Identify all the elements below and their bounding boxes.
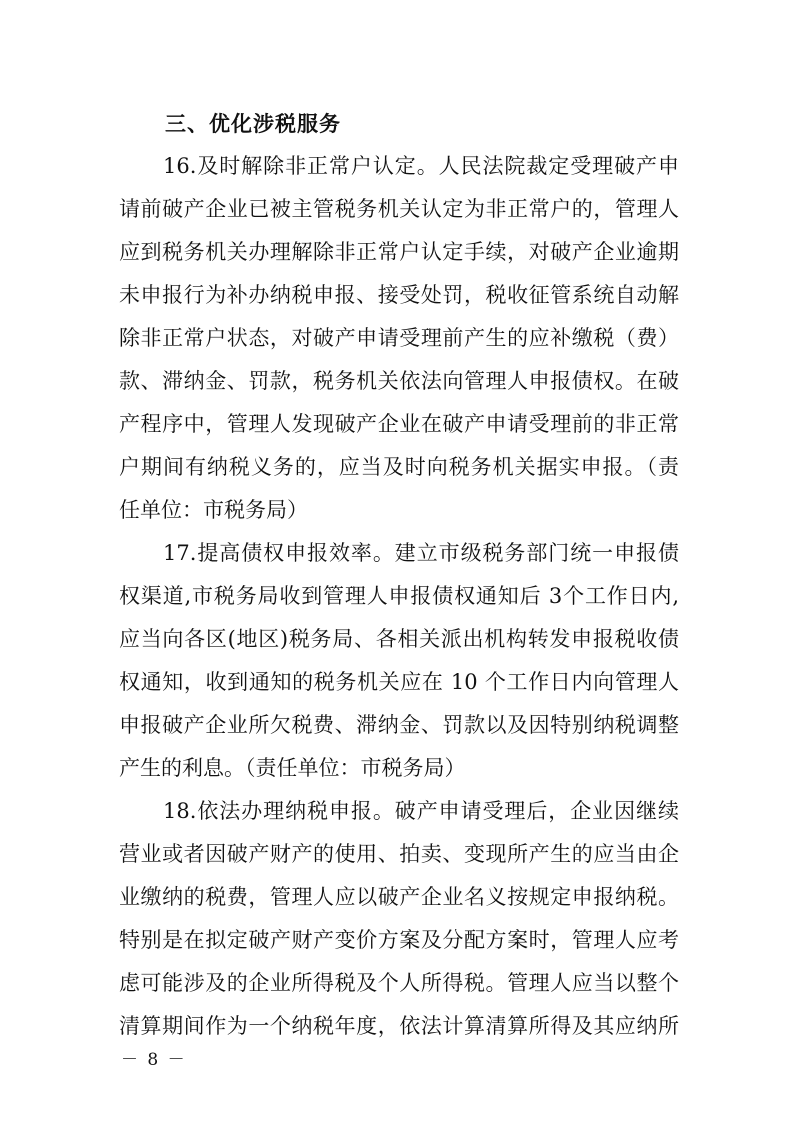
paragraph-17-line: 17.提高债权申报效率。建立市级税务部门统一申报债	[163, 541, 679, 565]
paragraph-16-line: 请前破产企业已被主管税务机关认定为非正常户的，管理人	[119, 197, 679, 221]
paragraph-16-line: 应到税务机关办理解除非正常户认定手续，对破产企业逾期	[119, 240, 679, 264]
paragraph-16-line: 户期间有纳税义务的，应当及时向税务机关据实申报。（责	[119, 455, 679, 479]
paragraph-17-line: 产生的利息。（责任单位：市税务局）	[119, 756, 466, 780]
section-title: 三、优化涉税服务	[165, 112, 341, 136]
paragraph-18-line: 业缴纳的税费，管理人应以破产企业名义按规定申报纳税。	[119, 885, 679, 909]
page-number: － 8 －	[121, 1050, 187, 1070]
paragraph-16-line: 任单位：市税务局）	[119, 498, 308, 522]
paragraph-17-line: 申报破产企业所欠税费、滞纳金、罚款以及因特别纳税调整	[119, 713, 679, 737]
paragraph-18-line: 18.依法办理纳税申报。破产申请受理后，企业因继续	[163, 799, 679, 823]
paragraph-18-line: 特别是在拟定破产财产变价方案及分配方案时，管理人应考	[119, 928, 679, 952]
paragraph-18-line: 清算期间作为一个纳税年度，依法计算清算所得及其应纳所	[119, 1014, 679, 1038]
paragraph-18-line: 营业或者因破产财产的使用、拍卖、变现所产生的应当由企	[119, 842, 679, 866]
paragraph-17-line: 权通知，收到通知的税务机关应在 10 个工作日内向管理人	[119, 670, 679, 694]
paragraph-17-line: 权渠道,市税务局收到管理人申报债权通知后 3个工作日内,	[119, 584, 679, 608]
paragraph-16-line: 产程序中，管理人发现破产企业在破产申请受理前的非正常	[119, 412, 679, 436]
paragraph-16-line: 除非正常户状态，对破产申请受理前产生的应补缴税（费）	[119, 326, 679, 350]
paragraph-16-line: 16.及时解除非正常户认定。人民法院裁定受理破产申	[163, 154, 679, 178]
paragraph-17-line: 应当向各区(地区)税务局、各相关派出机构转发申报税收债	[119, 627, 679, 651]
paragraph-18-line: 虑可能涉及的企业所得税及个人所得税。管理人应当以整个	[119, 971, 679, 995]
paragraph-16-line: 未申报行为补办纳税申报、接受处罚，税收征管系统自动解	[119, 283, 679, 307]
paragraph-16-line: 款、滞纳金、罚款，税务机关依法向管理人申报债权。在破	[119, 369, 679, 393]
